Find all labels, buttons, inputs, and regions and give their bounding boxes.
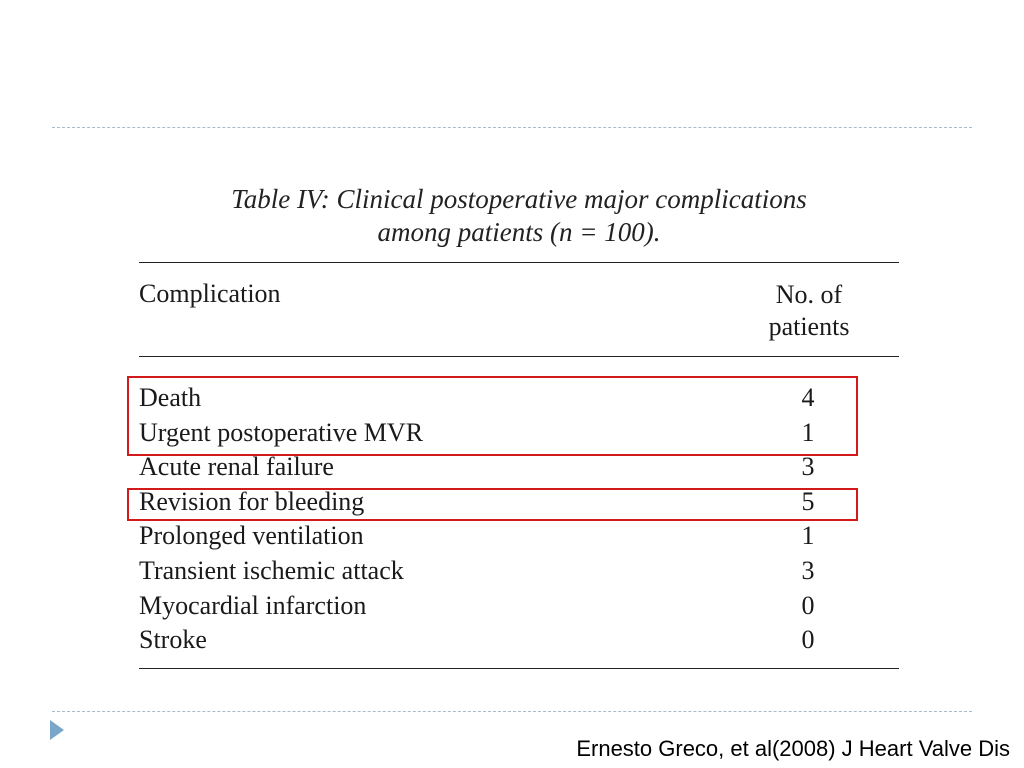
row-complication: Prolonged ventilation: [139, 521, 364, 551]
caption-line-2: among patients (n = 100).: [377, 217, 661, 247]
row-patients: 0: [801, 625, 815, 655]
row-patients: 0: [801, 590, 815, 620]
row-complication: Urgent postoperative MVR: [139, 417, 424, 447]
row-patients: 5: [801, 486, 815, 516]
row-patients: 3: [801, 452, 815, 482]
table-row: [139, 554, 879, 589]
table-bottom-rule: [139, 668, 899, 669]
highlight-box-death-mvr: [127, 376, 858, 456]
table-caption: [140, 183, 898, 249]
triangle-bullet-icon: [50, 720, 64, 740]
header-complication: Complication: [139, 279, 281, 308]
table-top-rule: [139, 262, 899, 263]
citation-text: Ernesto Greco, et al(2008) J Heart Valve Dis: [576, 736, 1010, 761]
row-complication: Transient ischemic attack: [139, 555, 404, 585]
table-row: [139, 623, 879, 658]
row-patients: 3: [801, 555, 815, 585]
row-complication: Myocardial infarction: [139, 590, 367, 620]
caption-line-1: Table IV: Clinical postoperative major complications: [231, 184, 807, 214]
table-header-rule: [139, 356, 899, 357]
highlight-box-revision-bleeding: [127, 488, 858, 521]
row-patients: 1: [801, 417, 815, 447]
row-complication: Death: [139, 383, 202, 412]
row-patients: 4: [801, 383, 815, 412]
header-patient-count: [740, 279, 878, 343]
bottom-dashed-divider: [52, 711, 972, 712]
top-dashed-divider: [52, 127, 972, 128]
table-row: [139, 519, 879, 554]
row-complication: Revision for bleeding: [139, 486, 365, 516]
header-count-line-1: No. of: [775, 280, 843, 309]
table-row: [139, 589, 879, 624]
header-count-line-2: patients: [768, 312, 850, 341]
row-patients: 1: [801, 521, 815, 551]
row-complication: Acute renal failure: [139, 452, 334, 482]
row-complication: Stroke: [139, 625, 207, 655]
